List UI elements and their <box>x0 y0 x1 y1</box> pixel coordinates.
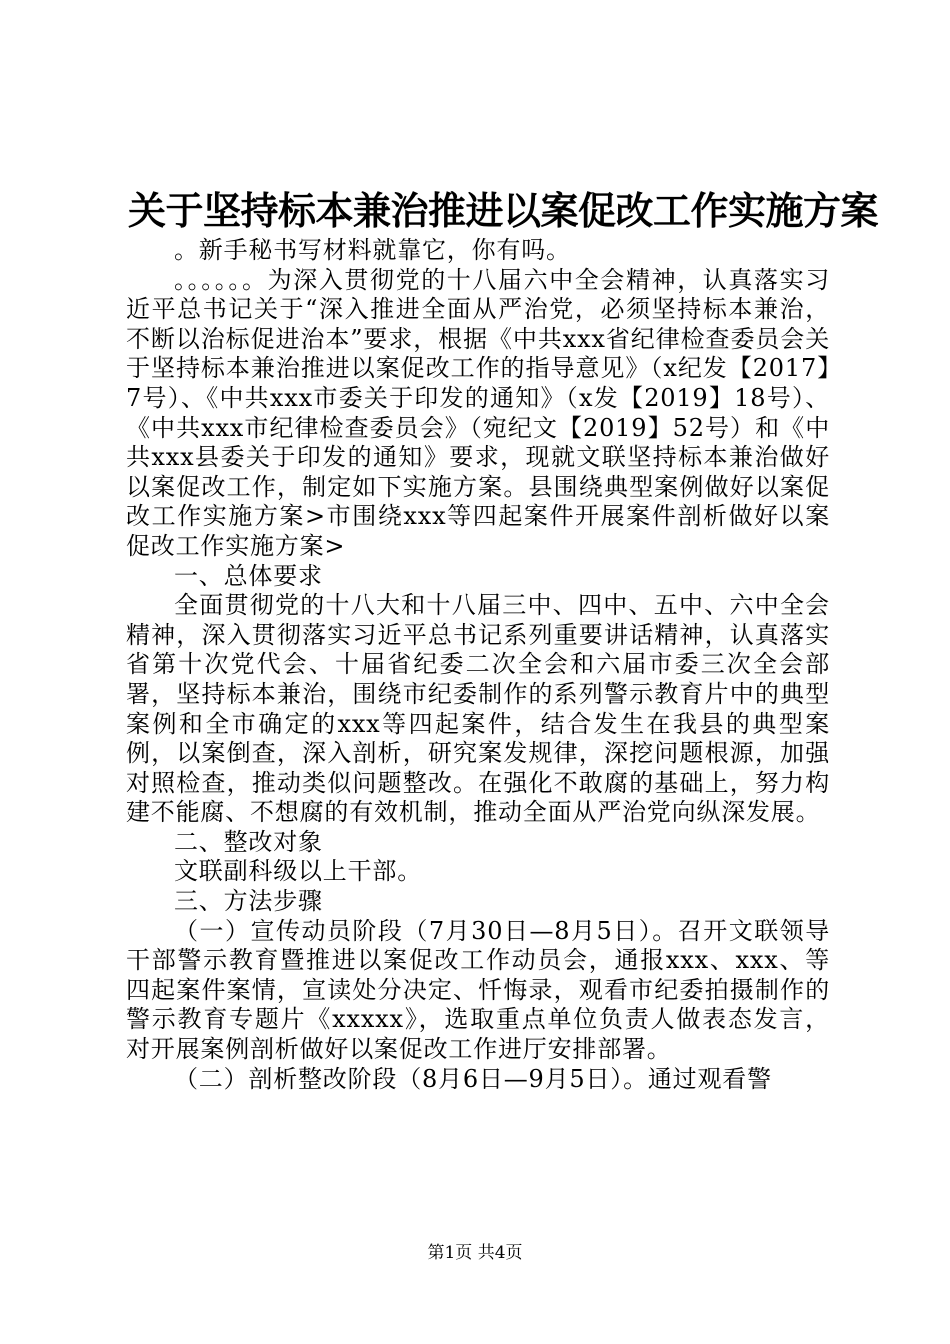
paragraph-intro: 。新手秘书写材料就靠它，你有吗。 <box>174 236 571 264</box>
paragraph-general-requirements: 全面贯彻党的十八大和十八届三中、四中、五中、六中全会精神，深入贯彻落实习近平总书记系列重要讲话精神，认真落实省第十次党代会、十届省纪委二次全会和六届市委三次全会部署，坚持标本兼治，围绕市纪委制作的系列警示教育片中的典型案例和全市确定的xxx等四起案件，结合发生在我县的典型案例，以案倒查，深入剖析，研究案发规律，深挖问题根源，加强对照检查，推动类似问题整改。在强化不敢腐的基础上，努力构建不能腐、不想腐的有效机制，推动全面从严治党向纵深发展。 <box>126 591 830 827</box>
paragraph-rectification-targets: 文联副科级以上干部。 <box>174 857 422 886</box>
heading-rectification-targets: 二、整改对象 <box>174 827 323 856</box>
page-footer: 第1页 共4页 <box>427 1243 523 1263</box>
document-title: 关于坚持标本兼治推进以案促改工作实施方案 <box>128 189 879 233</box>
document-body <box>126 236 830 1094</box>
heading-general-requirements: 一、总体要求 <box>174 561 323 590</box>
paragraph-step-one: （一）宣传动员阶段（7月30日—8月5日）。召开文联领导干部警示教育暨推进以案促改工作动员会，通报xxx、xxx、等四起案件案情，宣读处分决定、忏悔录，观看市纪委拍摄制作的警示教育专题片《xxxxx》，选取重点单位负责人做表态发言，对开展案例剖析做好以案促改工作进厅安排部署。 <box>126 916 830 1064</box>
heading-method-steps: 三、方法步骤 <box>174 887 323 916</box>
paragraph-background: 。。。。。。为深入贯彻党的十八届六中全会精神，认真落实习近平总书记关于“深入推进全面从严治党，必须坚持标本兼治，不断以治标促进治本”要求，根据《中共xxx省纪律检查委员会关于坚持标本兼治推进以案促改工作的指导意见》（x纪发【2017】7号）、《中共xxx市委关于印发的通知》（x发【2019】18号）、《中共xxx市纪律检查委员会》（宛纪文【2019】52号）和《中共xxx县委关于印发的通知》要求，现就文联坚持标本兼治做好以案促改工作，制定如下实施方案。县围绕典型案例做好以案促改工作实施方案>市围绕xxx等四起案件开展案件剖析做好以案促改工作实施方案> <box>126 265 830 560</box>
paragraph-step-two: （二）剖析整改阶段（8月6日—9月5日）。通过观看警 <box>174 1064 772 1093</box>
